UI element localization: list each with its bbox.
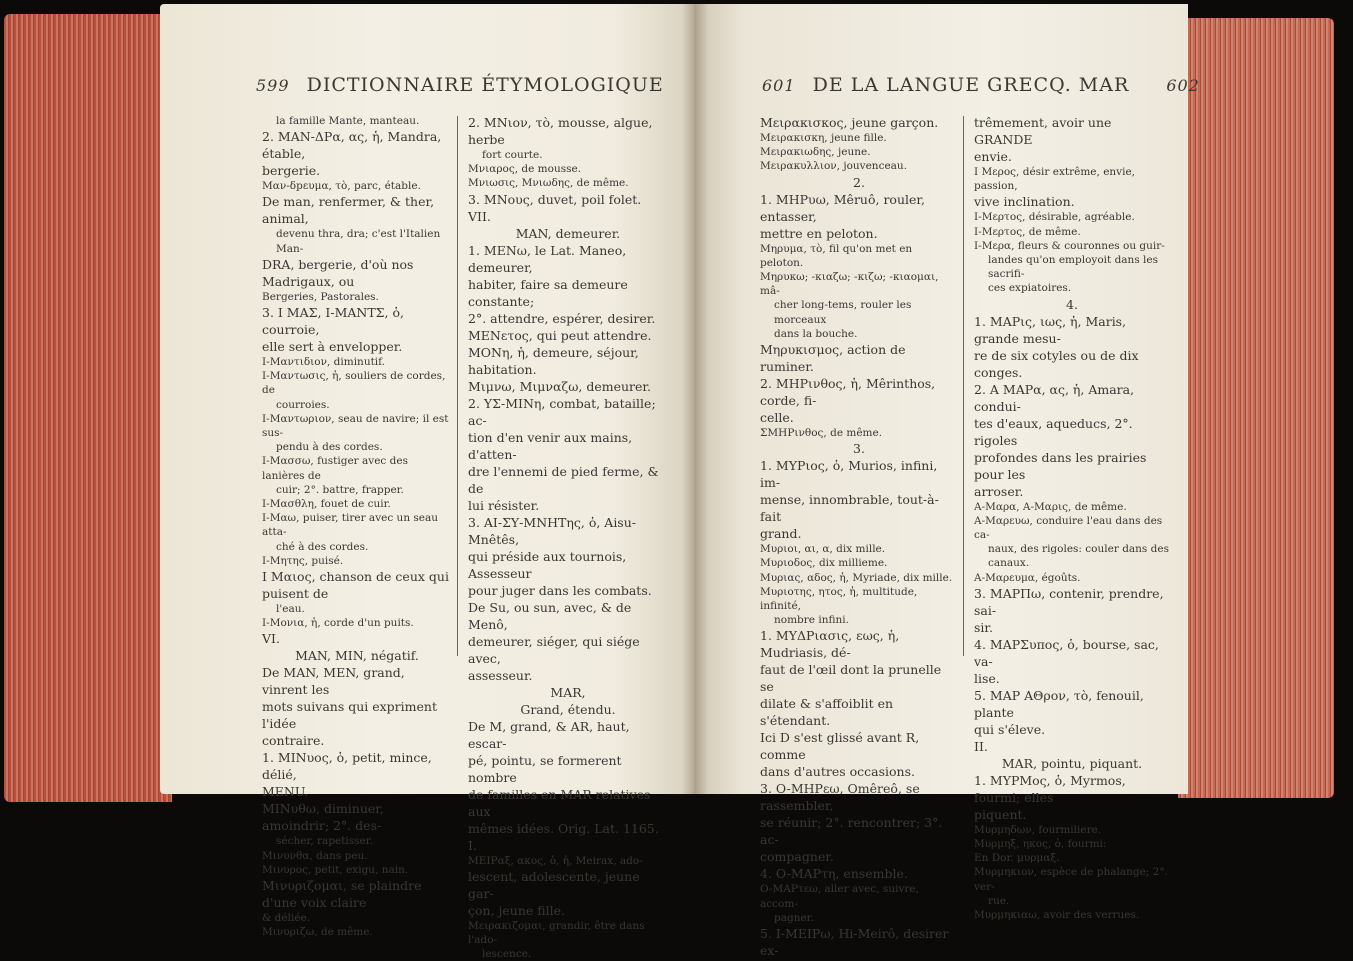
text-line: 3. I MAΣ, I-MANTΣ, ὁ, courroie, [262,305,404,338]
page-number-599: 599 [256,76,290,95]
text-line: 3. AI-ΣΥ-MNHTης, ὁ, Aisu-Mnêtês, [468,514,636,547]
text-line: mots suivans qui expriment l'idée [262,699,437,732]
text-line: I-Μασθλη, fouet de cuir. [262,498,391,511]
text-line: 1. MHPυω, Mêruô, rouler, entasser, [760,191,925,224]
text-line: I-Mαντωσις, ἡ, souliers de cordes, de [262,370,446,397]
text-line: 5. I-MEIPω, Hi-Meirô, desirer ex- [760,926,949,959]
text-line: sir. [974,619,993,635]
text-line: Mυρμηδων, fourmiliere. [974,823,1102,836]
text-line: arroser. [974,483,1024,499]
text-line: Mυρμηξ, ηκος, ὁ, fourmi: [974,838,1107,851]
text-line: 1. MYPMος, ὁ, Myrmos, fourmi; elles [974,772,1126,805]
text-line: fort courte. [482,149,543,161]
text-line: A-Mαρα, A-Mαρις, de même. [974,500,1127,513]
text-line: Bergeries, Pastorales. [262,290,379,303]
text-line: 2. A MAPα, ας, ἡ, Amara, condui- [974,381,1135,414]
text-line: 5. MAP AΘρον, τὸ, fenouil, plante [974,687,1144,720]
text-line: de familles en MAR relatives aux [468,786,651,819]
text-line: mêmes idées. Orig. Lat. 1165. [468,820,659,836]
text-line: contraire. [262,733,325,749]
text-line: I Mαιος, chanson de ceux qui puisent de [262,569,449,602]
text-line: çon, jeune fille. [468,902,565,918]
book-gutter [682,4,708,794]
text-line: 1. MINυος, ὁ, petit, mince, délié, [262,750,432,783]
text-line: re de six cotyles ou de dix conges. [974,347,1139,380]
text-line: Mειρακισκη, jeune fille. [760,132,887,144]
text-line: Mυριας, αδος, ἡ, Myriade, dix mille. [760,571,953,584]
right-page [694,4,1200,959]
right-column-1 [760,114,958,959]
text-line: naux, des rigoles: couler dans des [988,543,1169,556]
text-line: tion d'en venir aux mains, d'atten- [468,429,633,462]
text-line: 3. MNoυς, duvet, poil folet. [468,191,642,207]
text-line: Μινυριζω, de même. [262,926,373,939]
text-line: ces expiatoires. [988,282,1072,295]
text-line: Mειρακιζομαι, grandir, être dans l'ado- [468,919,645,947]
text-line: Mηρυκω; -κιαζω; -κιζω; -κιαομαι, mâ- [760,271,939,298]
left-header-title: DICTIONNAIRE ÉTYMOLOGIQUE [306,74,664,96]
text-line: envie. [974,149,1012,164]
text-line: Mειρακισκος, jeune garçon. [760,115,939,130]
column-rule [963,116,964,656]
text-line: I-Mερα, fleurs & couronnes ou guir- [974,239,1165,252]
text-line: qui préside aux tournois, Assesseur [468,548,627,581]
text-line: se réunir; 2°. rencontrer; 3°. ac- [760,815,943,848]
text-line: lescence. [482,948,532,961]
left-running-header [256,74,664,114]
text-line: Mινυριζομαι, se plaindre d'une voix claire [262,878,422,911]
right-column-2 [974,114,1170,922]
text-line: ΣMHPινθος, de même. [760,427,883,440]
text-line: Mυρμηκιον, espèce de phalange; 2°. ver- [974,866,1168,893]
text-line: pendu à des cordes. [276,441,383,454]
text-line: canaux. [988,557,1030,570]
text-line: cher long-tems, rouler les morceaux [774,299,912,326]
text-line: 1. MENω, le Lat. Maneo, demeurer, [468,242,627,275]
text-line: De M, grand, & AR, haut, escar- [468,718,630,751]
text-line: 2. [853,174,865,190]
text-line: 3. O-MHPεω, Omêreô, se rassembler, [760,781,920,814]
text-line: Μινυνθα, dans peu. [262,849,368,862]
text-line: lise. [974,670,1000,686]
text-line: ché à des cordes. [276,540,369,553]
text-line: A-Mαρευω, conduire l'eau dans des ca- [974,514,1163,542]
left-page [160,4,694,961]
text-line: mettre en peloton. [760,225,878,241]
text-line: MONη, ἡ, demeure, séjour, habitation. [468,344,639,377]
text-line: piquent. [974,806,1027,822]
text-line: MEIPαξ, ακος, ὁ, ἡ, Meirax, ado- [468,854,643,867]
book-edge-left [4,14,172,802]
text-line: VII. [468,208,491,224]
text-line: compagner. [760,849,834,865]
book-edge-right [1178,18,1334,798]
text-line: assesseur. [468,667,533,683]
text-line: En Dor. μυρμαξ. [974,852,1060,865]
text-line: 2°. attendre, espérer, desirer. [468,310,656,326]
right-running-header [762,74,1200,114]
text-line: la famille Mante, manteau. [276,115,420,127]
text-line: celle. [760,410,794,426]
text-line: Mνιαρος, de mousse. [468,163,582,176]
text-line: 2. ΥΣ-MINη, combat, bataille; ac- [468,395,656,428]
text-line: Mυρμηκιαω, avoir des verrues. [974,909,1140,922]
text-line: MINυθω, diminuer, amoindrir; 2°. des- [262,801,384,834]
text-line: tes d'eaux, aqueducs, 2°. rigoles [974,415,1133,448]
text-line: dans d'autres occasions. [760,764,915,780]
text-line: sécher, rapetisser. [276,835,373,848]
text-line: Mυριοδος, dix millieme. [760,557,888,570]
text-line: Ici D s'est glissé avant R, comme [760,730,920,763]
text-line: 3. MAPΠω, contenir, prendre, sai- [974,585,1164,618]
text-line: dre l'ennemi de pied ferme, & de [468,463,659,496]
text-line: devenu thra, dra; c'est l'Italien Man- [276,228,441,255]
text-line: II. [974,738,988,754]
text-line: 2. MAN-ΔPα, ας, ἡ, Mandra, étable, [262,129,442,162]
text-line: Mινυρος, petit, exigu, nain. [262,863,409,876]
text-line: rue. [988,894,1010,907]
text-line: bergerie. [262,163,321,179]
text-line: I-Mερτος, désirable, agréable. [974,211,1135,224]
text-line: 4. MAPΣυπος, ὁ, bourse, sac, va- [974,636,1159,669]
text-line: I-Μαω, puiser, tirer avec un seau atta- [262,512,439,539]
text-line: Mαν-δpευμα, τὸ, parc, étable. [262,180,421,193]
text-line: De man, renfermer, & ther, animal, [262,194,435,227]
text-line: I-Mαντωριον, seau de navire; il est sus- [262,412,449,440]
text-line: MENετος, qui peut attendre. [468,327,652,343]
text-line: mense, innombrable, tout-à-fait [760,492,939,525]
text-line: courroies. [276,398,330,411]
text-line: MAN, MIN, négatif. [295,648,419,664]
text-line: lescent, adolescente, jeune gar- [468,868,640,901]
text-line: I-Mερτος, de même. [974,225,1081,238]
text-line: I-Mητης, puisé. [262,554,344,567]
text-line: pour juger dans les combats. [468,582,652,598]
text-line: Mιμνω, Mιμναζω, demeurer. [468,378,651,394]
text-line: grand. [760,526,802,542]
text-line: dans la bouche. [774,327,858,340]
left-column-1 [262,114,452,939]
text-line: nombre infini. [774,614,849,627]
text-line: Mειρακιωδης, jeune. [760,146,871,159]
page-number-602: 602 [1166,76,1200,95]
text-line: MAN, demeurer. [515,225,621,241]
column-rule [457,116,458,656]
text-line: demeurer, siéger, qui siége avec, [468,633,640,666]
right-header-title: DE LA LANGUE GRECQ. MAR [812,74,1130,96]
text-line: profondes dans les prairies pour les [974,449,1147,482]
text-line: Mηρυμα, τὸ, fil qu'on met en peloton. [760,242,913,269]
text-line: Mηρυκισμος, action de ruminer. [760,342,906,375]
text-line: A-Mαρευμα, égoûts. [974,571,1081,584]
text-line: Grand, étendu. [520,701,616,717]
text-line: MAR, [550,684,586,700]
text-line: trêmement, avoir une GRANDE [974,115,1112,147]
text-line: DRA, bergerie, d'où nos Madrigaux, ou [262,256,414,289]
text-line: 2. MHPινθος, ἡ, Mêrinthos, corde, fi- [760,376,936,409]
text-line: & déliée. [262,912,311,925]
text-line: pé, pointu, se formerent nombre [468,752,622,785]
text-line: 4. [1066,296,1078,312]
text-line: 2. MNιον, τὸ, mousse, algue, herbe [468,115,653,147]
text-line: 4. O-MAPτη, ensemble. [760,866,908,882]
text-line: faut de l'œil dont la prunelle se [760,662,942,695]
text-line: vive inclination. [974,194,1075,210]
text-line: 1. MYPιος, ὁ, Murios, infini, im- [760,458,938,491]
text-line: l'eau. [276,603,305,616]
text-line: VI. [262,631,280,647]
text-line: cuir; 2°. battre, frapper. [276,483,404,496]
text-line: pagner. [774,911,814,924]
text-line: elle sert à envelopper. [262,339,403,355]
text-line: MAR, pointu, piquant. [1001,755,1143,771]
text-line: habiter, faire sa demeure constante; [468,276,628,309]
text-line: I-Mαντιδιον, diminutif. [262,356,386,369]
text-line: I Mερος, désir extrême, envie, passion, [974,166,1136,193]
text-line: 3. [853,441,865,457]
left-column-2 [468,114,668,961]
text-line: I-Μονια, ἡ, corde d'un puits. [262,617,414,630]
text-line: 1. MAPις, ιως, ἡ, Maris, grande mesu- [974,313,1127,346]
text-line: De Su, ou sun, avec, & de Menô, [468,599,632,632]
page-number-601: 601 [762,76,796,95]
text-line: landes qu'on employoit dans les sacrifi- [988,254,1159,281]
text-line: O-MAPτεω, aller avec, suivre, accom- [760,883,919,910]
text-line: MENU. [262,784,309,800]
text-line: I. [468,837,477,853]
text-line: Mυριοτης, ητος, ἡ, multitude, infinité, [760,585,918,613]
text-line: 1. MYΔPιασις, εως, ἡ, Mudriasis, dé- [760,628,900,661]
text-line: Mυριοι, αι, α, dix mille. [760,543,886,556]
text-line: lui résister. [468,497,540,513]
text-line: qui s'éleve. [974,721,1046,737]
text-line: I-Mασσω, fustiger avec des lanières de [262,455,408,482]
text-line: Mειρακυλλιον, jouvenceau. [760,160,908,173]
text-line: De MAN, MEN, grand, vinrent les [262,665,405,698]
text-line: Mνιωσις, Mνιωδης, de même. [468,177,629,190]
text-line: dilate & s'affoiblit en s'étendant. [760,696,894,729]
